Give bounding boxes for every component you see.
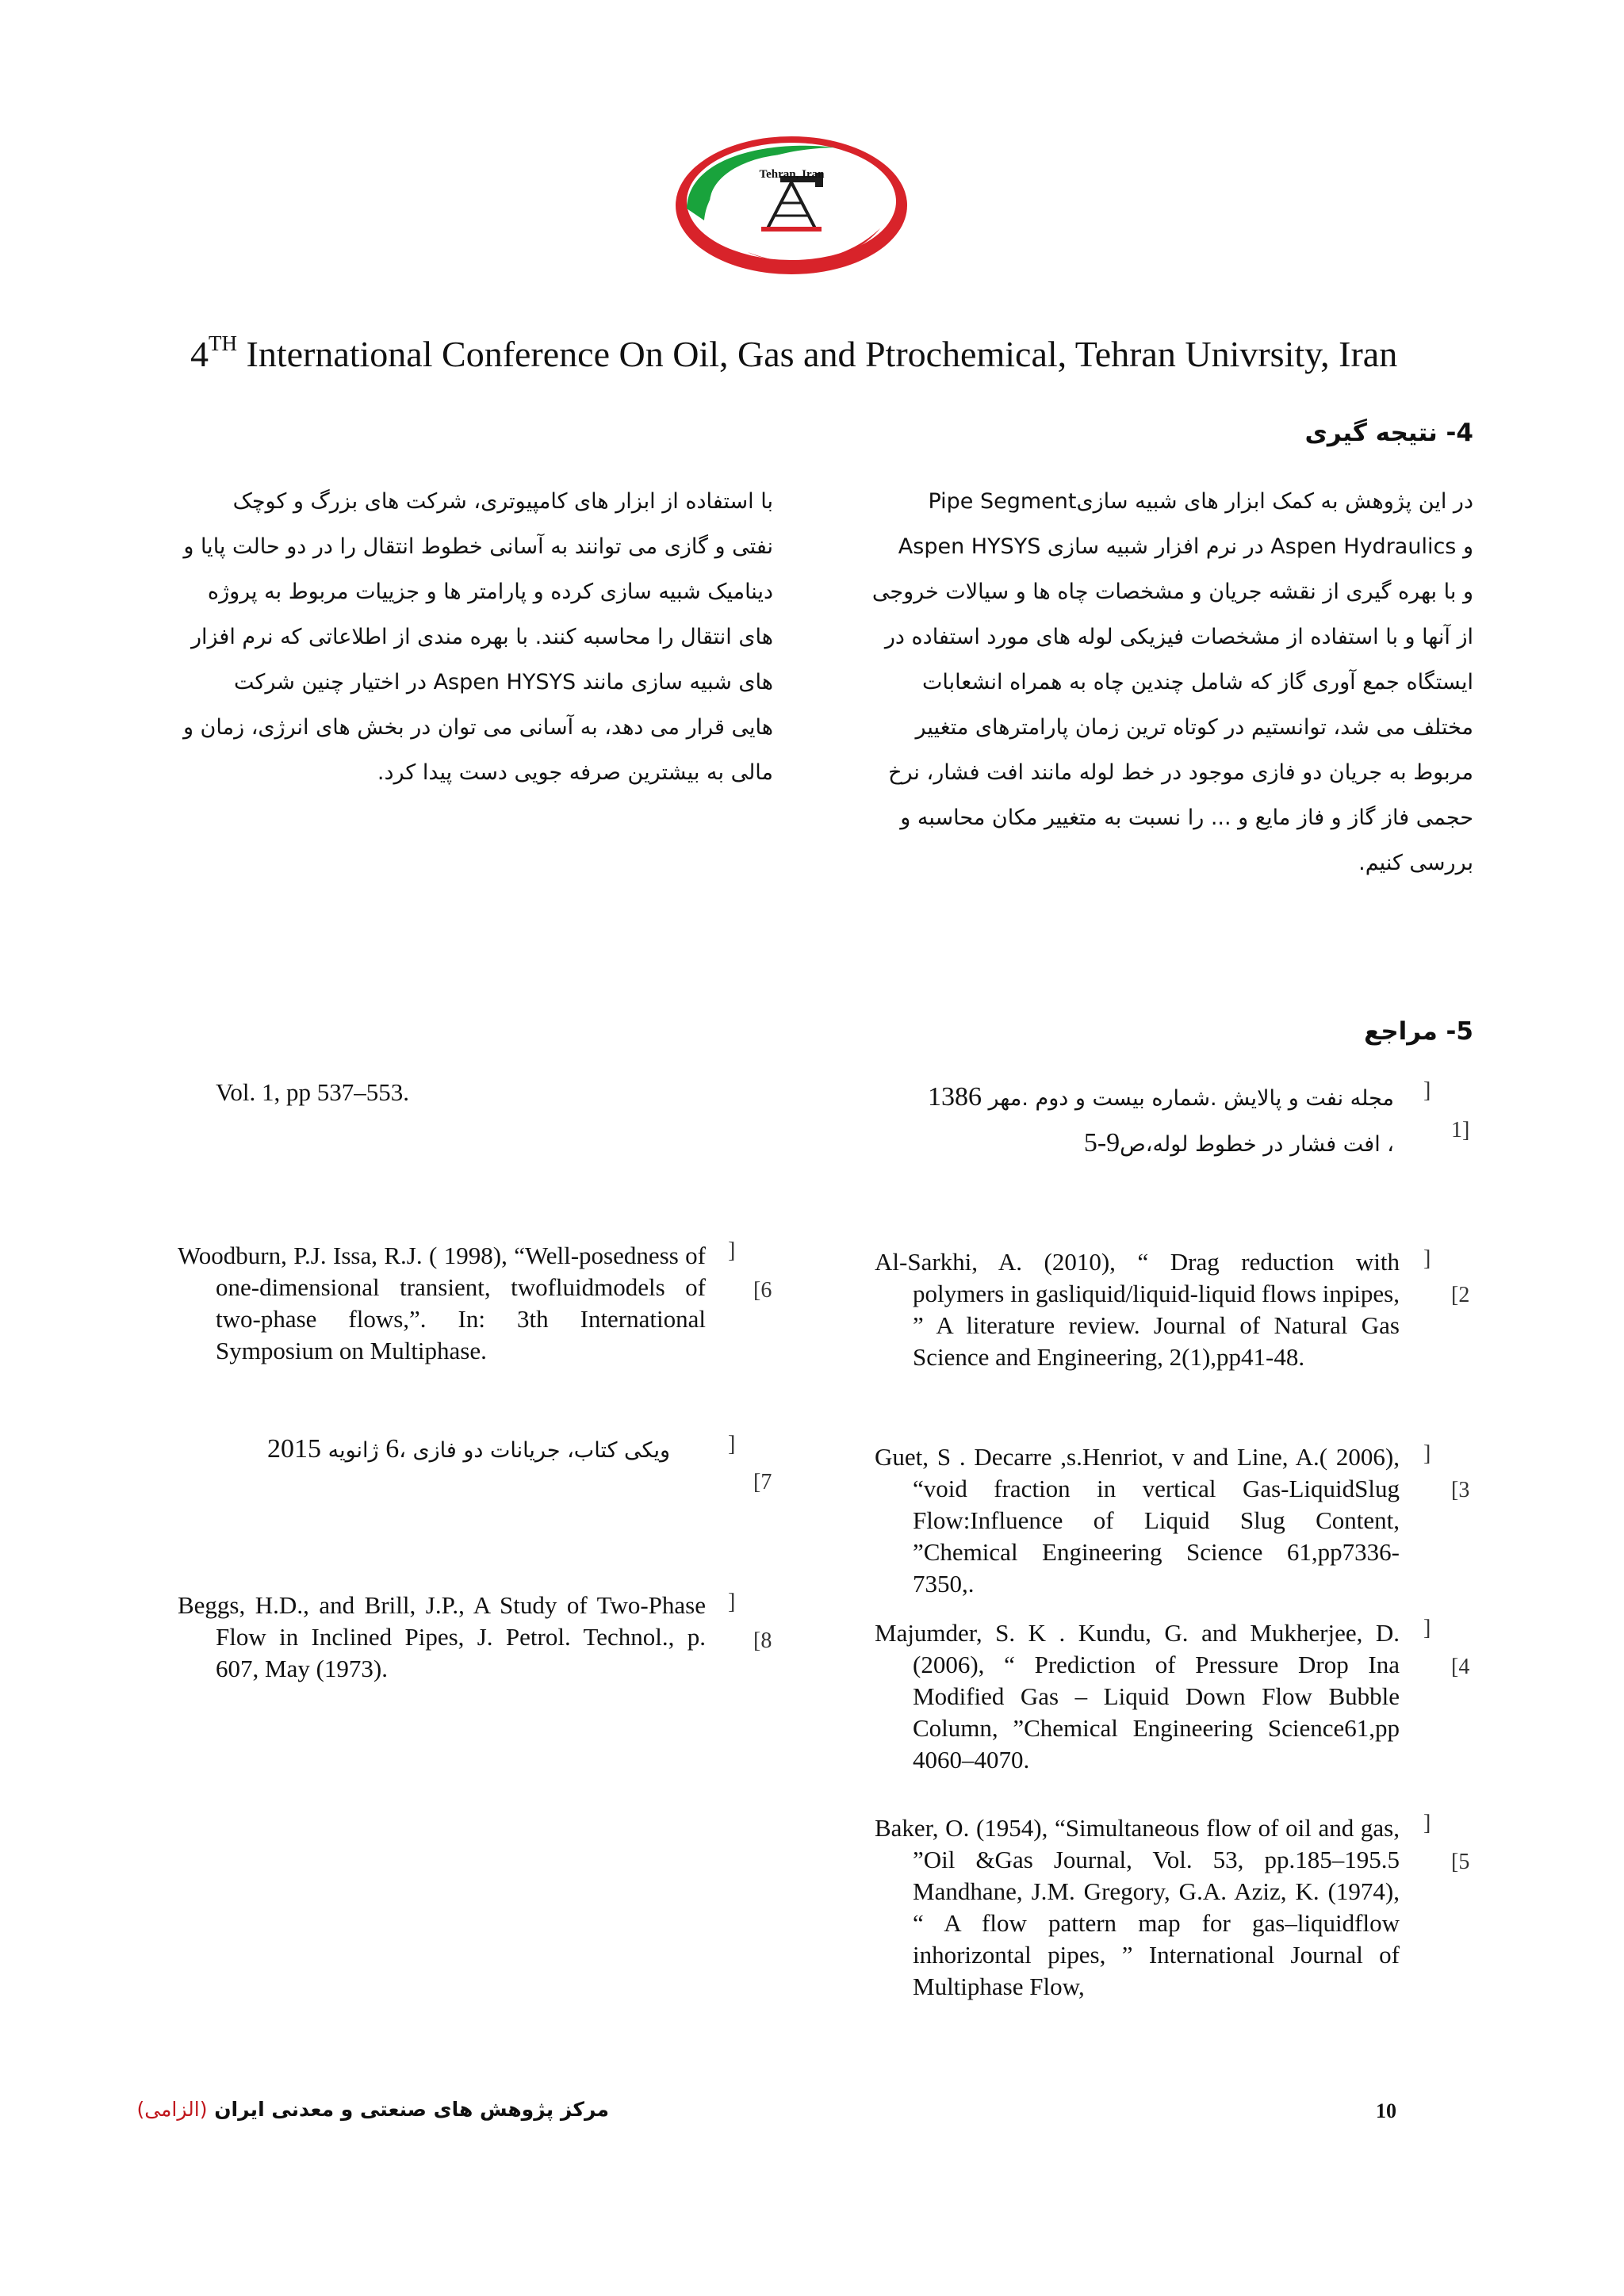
reference-5: Baker, O. (1954), “Simultaneous flow of oil and gas, ”Oil &Gas Journal, Vol. 53, pp.185–195.5 Mandhane, J.M. Gregory, G.A. Aziz, K. (1974), “ A flow pattern map for gas–liquidflow inhorizontal pipes, ” International Journal of Multiphase Flow, [875, 1814, 1400, 2000]
reference-7 [246, 1427, 670, 1473]
ref-7-number: [7 [753, 1470, 772, 1494]
paragraph-line: مالی به بیشترین صرفه جویی دست پیدا کرد. [377, 760, 773, 785]
conclusion-right-column [852, 479, 1473, 886]
ref-1-line-2 [823, 1121, 1394, 1167]
ordinal: 4 [190, 334, 209, 374]
paragraph-line: بررسی کنیم. [1358, 851, 1473, 875]
ref-4-number: [4 [1451, 1655, 1470, 1679]
conference-logo [672, 133, 910, 277]
paragraph-line: و Aspen Hydraulics در نرم افزار شبیه سازی Aspen HYSYS [898, 534, 1473, 559]
page-number: 10 [1376, 2099, 1396, 2122]
title-text: International Conference On Oil, Gas and Ptrochemical, Tehran Univrsity, Iran [237, 334, 1398, 374]
ref-4-bracket: ] [1423, 1616, 1431, 1640]
reference-4: Majumder, S. K . Kundu, G. and Mukherjee, D.(2006), “ Prediction of Pressure Drop Ina Modified Gas – Liquid Down Flow Bubble Column, ”Chemical Engineering Science61,pp 4060–4070. [875, 1619, 1400, 1774]
ref-1-pages: 5-9 [1083, 1128, 1120, 1158]
paragraph-line: های شبیه سازی مانند Aspen HYSYS در اختیار چنین شرکت [233, 670, 773, 695]
ref-7-day: 6 [385, 1434, 400, 1464]
paragraph-line: های انتقال را محاسبه کنند. با بهره مندی از اطلاعاتی که نرم افزار [190, 625, 773, 649]
section-4-heading: 4- نتیجه گیری [1304, 419, 1473, 447]
ref-1-text-2: ، افت فشار در خطوط لوله،ص [1120, 1132, 1394, 1157]
ref-2-number: [2 [1451, 1283, 1470, 1307]
conclusion-left-column [155, 479, 773, 795]
ref-2-bracket: ] [1423, 1246, 1431, 1271]
ref-5-bracket: ] [1423, 1811, 1431, 1835]
footer-org-name: مرکز پژوهش های صنعتی و معدنی ایران [214, 2098, 609, 2121]
reference-1 [823, 1075, 1394, 1167]
paragraph-line: از آنها و با استفاده از مشخصات فیزیکی لوله های مورد استفاده در [884, 625, 1473, 649]
reference-5-continuation: Vol. 1, pp 537–553. [216, 1078, 410, 1106]
ref-1-year: 1386 [927, 1082, 982, 1112]
paragraph-line: ایستگاه جمع آوری گاز که شامل چندین چاه به همراه انشعابات [922, 670, 1473, 695]
reference-2: Al-Sarkhi, A. (2010), “ Drag reduction with polymers in gasliquid/liquid-liquid flows inpipes, ” A literature review. Journal of Natural Gas Science and Engineering, 2(1),pp41-48. [875, 1248, 1400, 1371]
section-5-heading: 5- مراجع [1364, 1017, 1473, 1046]
ref-3-number: [3 [1451, 1478, 1470, 1502]
ref-7-text: ویکی کتاب، جریانات دو فازی ، [399, 1438, 670, 1463]
ref-5-number: [5 [1451, 1850, 1470, 1874]
paragraph-line: حجمی فاز گاز و فاز مایع و ... را نسبت به متغییر مکان محاسبه و [900, 806, 1473, 830]
ref-6-number: [6 [753, 1278, 772, 1303]
ref-8-number: [8 [753, 1628, 772, 1653]
paragraph-line: و با بهره گیری از نقشه جریان و مشخصات چاه ها و سیالات خروجی [871, 580, 1473, 604]
logo-graphic [672, 133, 910, 277]
paragraph-line: دینامیک شبیه سازی کرده و پارامتر ها و جزییات مربوط به پروژه [207, 580, 773, 604]
footer-required-tag: (الزامی) [136, 2098, 208, 2121]
ref-3-bracket: ] [1423, 1441, 1431, 1466]
ref-7-bracket: ] [728, 1432, 736, 1456]
footer-organization [136, 2098, 609, 2121]
reference-6: Woodburn, P.J. Issa, R.J. ( 1998), “Well-posedness of one-dimensional transient, twofluidmodels of two-phase flows,”. In: 3th International Symposium on Multiphase. [178, 1242, 706, 1364]
reference-3: Guet, S . Decarre ,s.Henriot, v and Line, A.( 2006), “void fraction in vertical Gas-LiquidSlug Flow:Influence of Liquid Slug Content, ”Chemical Engineering Science 61,pp7336-7350,. [875, 1443, 1400, 1598]
logo-text: Tehran, Iran [759, 168, 825, 181]
ref-1-bracket: ] [1423, 1078, 1431, 1103]
ref-1-number: 1] [1451, 1118, 1470, 1142]
ref-7-year: 2015 [267, 1434, 321, 1464]
ref-1-text: مجله نفت و پالایش .شماره بیست و دوم .مهر [988, 1086, 1394, 1111]
ref-8-bracket: ] [728, 1590, 736, 1614]
ref-7-month: ژانویه [327, 1438, 379, 1463]
reference-8: Beggs, H.D., and Brill, J.P., A Study of Two-Phase Flow in Inclined Pipes, J. Petrol. Technol., p. 607, May (1973). [178, 1591, 706, 1682]
paragraph-line: مربوط به جریان دو فازی موجود در خط لوله مانند افت فشار، نرخ [888, 760, 1473, 785]
ref-6-bracket: ] [728, 1238, 736, 1263]
paragraph-line: نفتی و گازی می توانند به آسانی خطوط انتقال را در دو حالت پایا و [183, 534, 773, 559]
conference-title [190, 331, 1475, 375]
ordinal-superscript: TH [209, 331, 237, 355]
paragraph-line: هایی قرار می دهد، به آسانی می توان در بخش های انرژی، زمان و [182, 715, 773, 740]
paragraph-line: مختلف می شد، توانستیم در کوتاه ترین زمان پارامترهای متغییر [915, 715, 1473, 740]
paragraph-line: با استفاده از ابزار های کامپیوتری، شرکت های بزرگ و کوچک [232, 489, 773, 514]
ref-1-line-1 [823, 1075, 1394, 1121]
paragraph-line: در این پژوهش به کمک ابزار های شبیه سازیPipe Segment [928, 489, 1473, 514]
